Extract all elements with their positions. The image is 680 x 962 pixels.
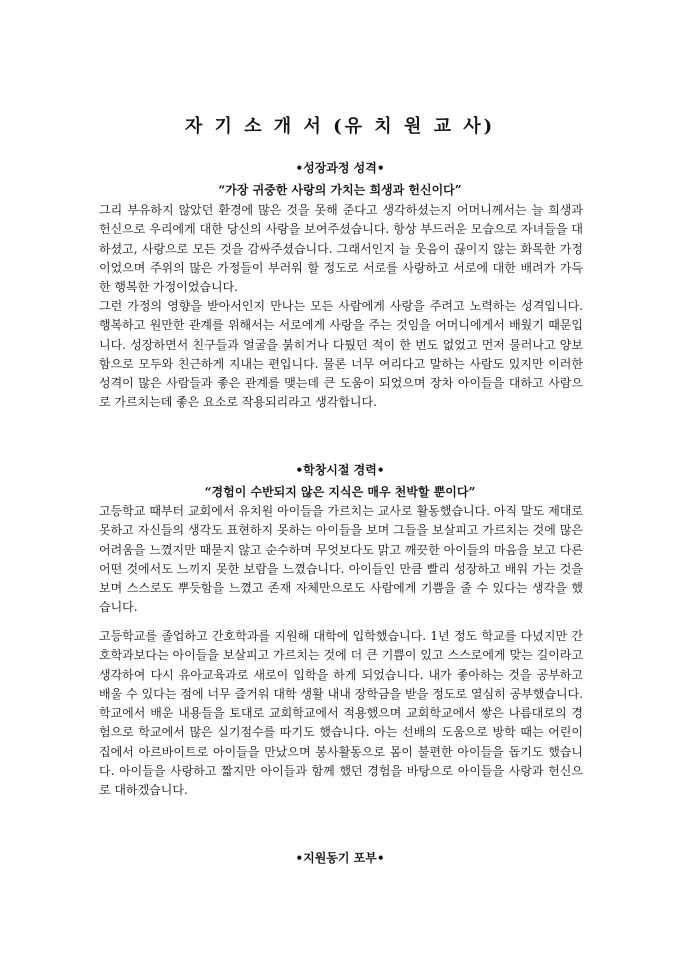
section-quote-school: “경험이 수반되지 않은 지식은 매우 천박할 뿐이다” (204, 485, 476, 499)
section-heading-growth: •성장과정 성격• (295, 161, 385, 175)
section-heading-motivation: •지원동기 포부• (295, 851, 385, 865)
paragraph-school-2: 고등학교를 졸업하고 간호학과를 지원해 대학에 입학했습니다. 1년 정도 학교를 다녔지만 간호학과보다는 아이들을 보살피고 가르치는 것에 더 큰 기쁨이 있고 스스로에게 맞는 길이라고 생각하여 다시 유아교육과로 새로이 입학을 하게 되었습니다. 내가 좋아하는 것을 공부하고 배울 수 있다는 점에 너무 즐거워 대학 생활 내내 장학금을 받을 정도로 열심히 공부했습니다. 학교에서 배운 내용들을 토대로 교회학교에서 적용했으며 교회학교에서 쌓은 나름대로의 경험으로 학교에서 많은 실기점수를 따기도 했습니다. 아는 선배의 도움으로 방학 때는 어린이집에서 아르바이트로 아이들을 만났으며 봉사활동으로 몸이 불편한 아이들을 돕기도 했습니다. 아이들을 사랑하고 짧지만 아이들과 함께 했던 경험을 바탕으로 아이들을 사랑과 헌신으로 대하겠습니다. (99, 629, 583, 798)
section-quote-growth: “가장 귀중한 사랑의 가치는 희생과 헌신이다” (218, 183, 462, 197)
section-heading-school: •학창시절 경력• (295, 463, 385, 477)
paragraph-growth-2: 그런 가정의 영향을 받아서인지 만나는 모든 사람에게 사랑을 주려고 노력하는 성격입니다. 행복하고 원만한 관계를 위해서는 서로에게 사랑을 주는 것임을 어머니에게서 배웠기 때문입니다. 성장하면서 친구들과 얼굴을 붉히거나 다퉜던 적이 한 번도 없었고 먼저 물러나고 양보함으로 모두와 친근하게 지내는 편입니다. 물론 너무 여리다고 말하는 사람도 있지만 이러한 성격이 많은 사람들과 좋은 관계를 맺는데 큰 도움이 되었으며 장차 아이들을 대하고 사람으로 가르치는데 좋은 요소로 작용되리라고 생각합니다. (99, 299, 583, 410)
document-title: 자 기 소 개 서 (유 치 원 교 사) (184, 116, 496, 137)
paragraph-growth-1: 그리 부유하지 않았던 환경에 많은 것을 못해 준다고 생각하셨는지 어머니께서는 늘 희생과 헌신으로 우리에게 대한 당신의 사랑을 보여주셨습니다. 항상 부드러운 모습으로 자녀들을 대하셨고, 사랑으로 모든 것을 감싸주셨습니다. 그래서인지 늘 웃음이 끊이지 않는 화목한 가정이었으며 주위의 많은 가정들이 부러워 할 정도로 서로를 사랑하고 서로에 대한 배려가 가득한 행복한 가정이었습니다. (99, 203, 583, 295)
paragraph-school-1: 고등학교 때부터 교회에서 유치원 아이들을 가르치는 교사로 활동했습니다. 아직 말도 제대로 못하고 자신들의 생각도 표현하지 못하는 아이들을 보며 그들을 보살피고 가르치는 것에 많은 어려움을 느꼈지만 때묻지 않고 순수하며 무엇보다도 맑고 깨끗한 아이들의 마음을 보고 다른 어떤 것에서도 느끼지 못한 보람을 느꼈습니다. 아이들인 만큼 빨리 성장하고 배워 가는 것을 보며 스스로도 뿌듯함을 느꼈고 존재 자체만으로도 사람에게 기쁨을 줄 수 있다는 생각을 했습니다. (99, 504, 583, 615)
